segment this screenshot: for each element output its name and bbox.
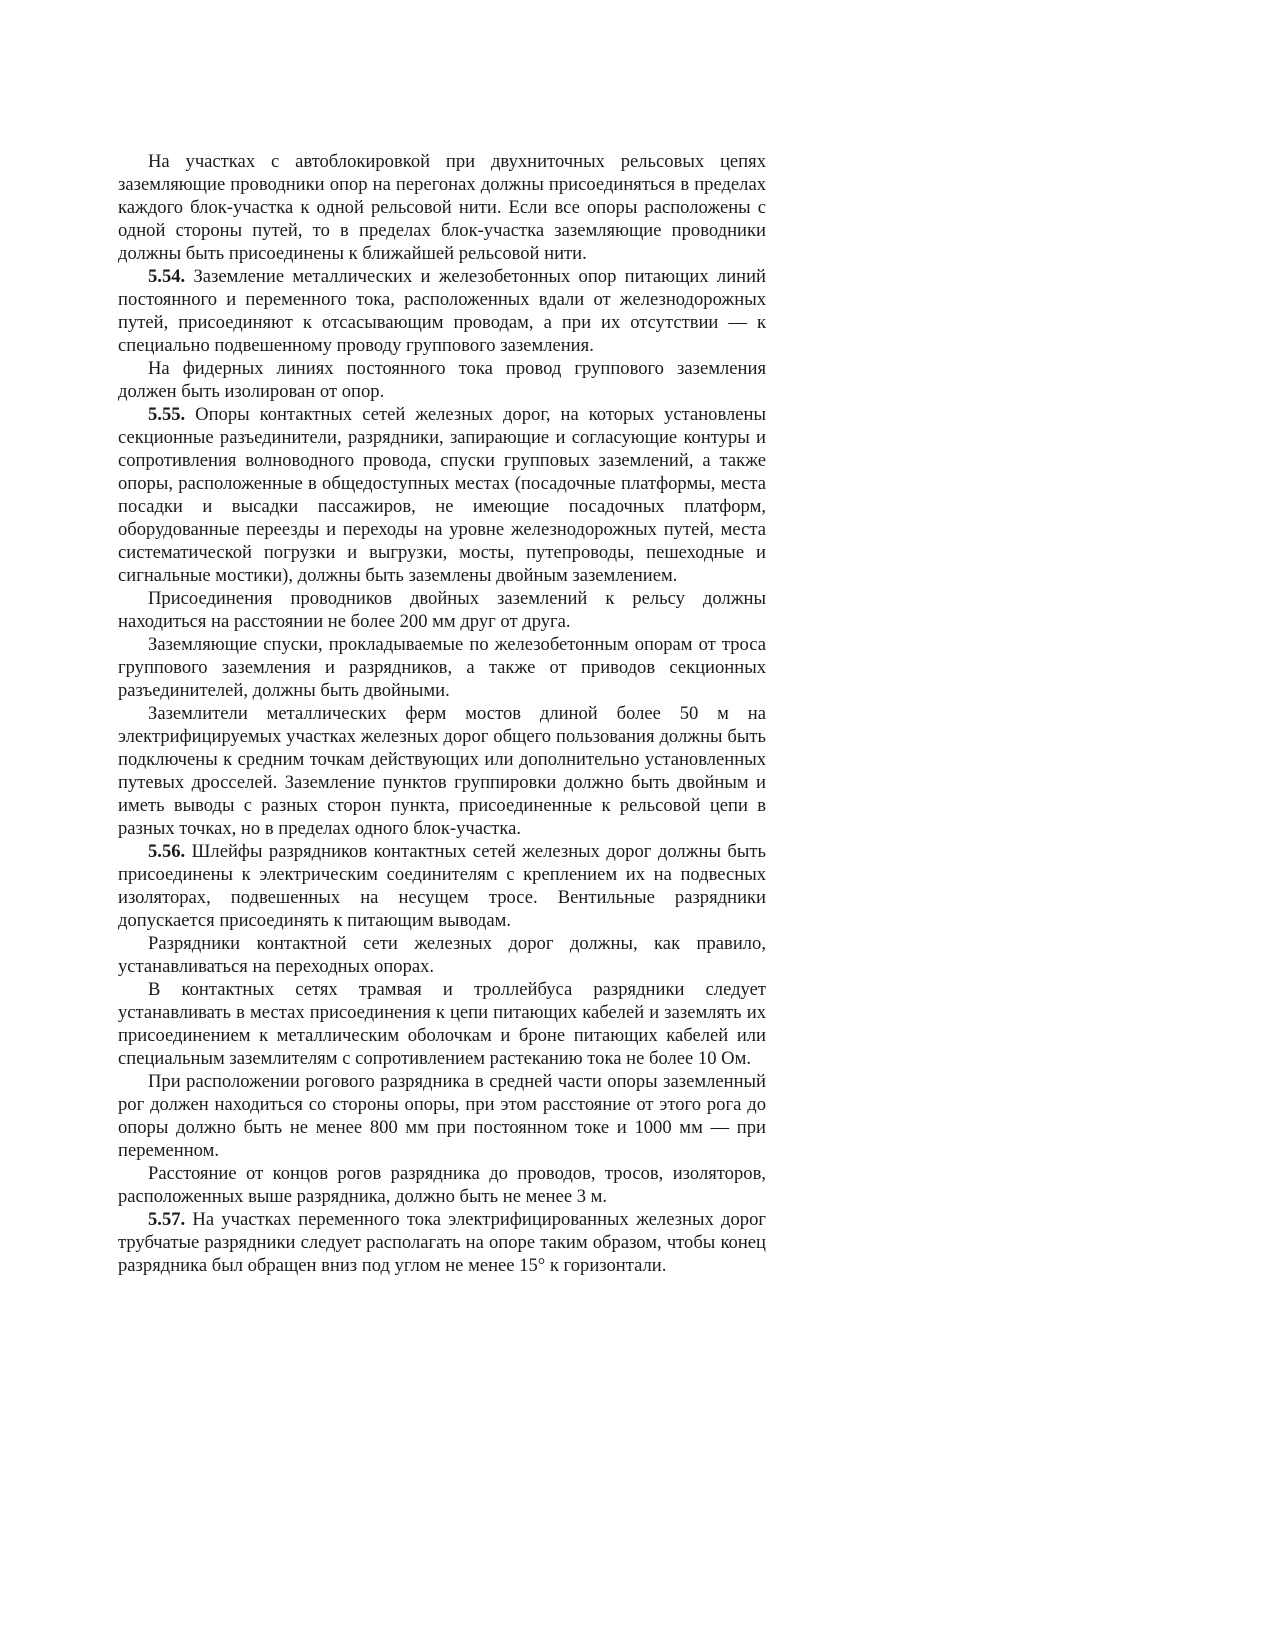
paragraph-text: Расстояние от концов рогов разрядника до проводов, тросов, изоляторов, расположенных выше разрядника, должно быть не менее 3 м. bbox=[118, 1163, 766, 1207]
paragraph bbox=[118, 1208, 766, 1277]
paragraph-text: Заземление металлических и железобетонных опор питающих линий постоянного и переменного тока, расположенных вдали от железнодорожных путей, присоединяют к отсасывающим проводам, а при их отсутствии — к специально подвешенному проводу группового заземления. bbox=[118, 266, 766, 356]
paragraph-text: Присоединения проводников двойных заземлений к рельсу должны находиться на расстоянии не более 200 мм друг от друга. bbox=[118, 588, 766, 632]
paragraph bbox=[118, 403, 766, 587]
paragraph bbox=[118, 932, 766, 978]
paragraph-text: На участках с автоблокировкой при двухниточных рельсовых цепях заземляющие проводники опор на перегонах должны присоединяться в пределах каждого блок-участка к одной рельсовой нити. Если все опоры расположены с одной стороны путей, то в пределах блок-участка заземляющие проводники должны быть присоединены к ближайшей рельсовой нити. bbox=[118, 151, 766, 264]
paragraph-text: На участках переменного тока электрифицированных железных дорог трубчатые разрядники следует располагать на опоре таким образом, чтобы конец разрядника был обращен вниз под углом не менее 15° к горизонтали. bbox=[118, 1209, 766, 1276]
paragraph bbox=[118, 840, 766, 932]
paragraph bbox=[118, 1070, 766, 1162]
paragraph-text: Заземлители металлических ферм мостов длиной более 50 м на электрифицируемых участках железных дорог общего пользования должны быть подключены к средним точкам действующих или дополнительно установленных путевых дросселей. Заземление пунктов группировки должно быть двойным и иметь выводы с разных сторон пункта, присоединенные к рельсовой цепи в разных точках, но в пределах одного блок-участка. bbox=[118, 703, 766, 839]
paragraph bbox=[118, 357, 766, 403]
document-body bbox=[118, 150, 766, 1277]
paragraph-text: Шлейфы разрядников контактных сетей железных дорог должны быть присоединены к электрическим соединителям с креплением их на подвесных изоляторах, подвешенных на несущем тросе. Вентильные разрядники допускается присоединять к питающим выводам. bbox=[118, 841, 766, 931]
paragraph-text: Опоры контактных сетей железных дорог, на которых установлены секционные разъединители, разрядники, запирающие и согласующие контуры и сопротивления волноводного провода, спуски групповых заземлений, а также опоры, расположенные в общедоступных местах (посадочные платформы, места посадки и высадки пассажиров, не имеющие посадочных платформ, оборудованные переезды и переходы на уровне железнодорожных путей, места систематической погрузки и выгрузки, мосты, путепроводы, пешеходные и сигнальные мостики), должны быть заземлены двойным заземлением. bbox=[118, 404, 766, 586]
paragraph bbox=[118, 633, 766, 702]
paragraph bbox=[118, 978, 766, 1070]
paragraph-text: В контактных сетях трамвая и троллейбуса разрядники следует устанавливать в местах присоединения к цепи питающих кабелей и заземлять их присоединением к металлическим оболочкам и броне питающих кабелей или специальным заземлителям с сопротивлением растеканию тока не более 10 Ом. bbox=[118, 979, 766, 1069]
section-number: 5.54. bbox=[148, 266, 186, 287]
section-number: 5.57. bbox=[148, 1209, 186, 1230]
paragraph bbox=[118, 702, 766, 840]
paragraph-text: Заземляющие спуски, прокладываемые по железобетонным опорам от троса группового заземления и разрядников, а также от приводов секционных разъединителей, должны быть двойными. bbox=[118, 634, 766, 701]
paragraph bbox=[118, 587, 766, 633]
paragraph-text: Разрядники контактной сети железных дорог должны, как правило, устанавливаться на переходных опорах. bbox=[118, 933, 766, 977]
paragraph bbox=[118, 265, 766, 357]
paragraph bbox=[118, 1162, 766, 1208]
paragraph-text: При расположении рогового разрядника в средней части опоры заземленный рог должен находиться со стороны опоры, при этом расстояние от этого рога до опоры должно быть не менее 800 мм при постоянном токе и 1000 мм — при переменном. bbox=[118, 1071, 766, 1161]
section-number: 5.56. bbox=[148, 841, 186, 862]
paragraph bbox=[118, 150, 766, 265]
section-number: 5.55. bbox=[148, 404, 186, 425]
paragraph-text: На фидерных линиях постоянного тока провод группового заземления должен быть изолирован от опор. bbox=[118, 358, 766, 402]
